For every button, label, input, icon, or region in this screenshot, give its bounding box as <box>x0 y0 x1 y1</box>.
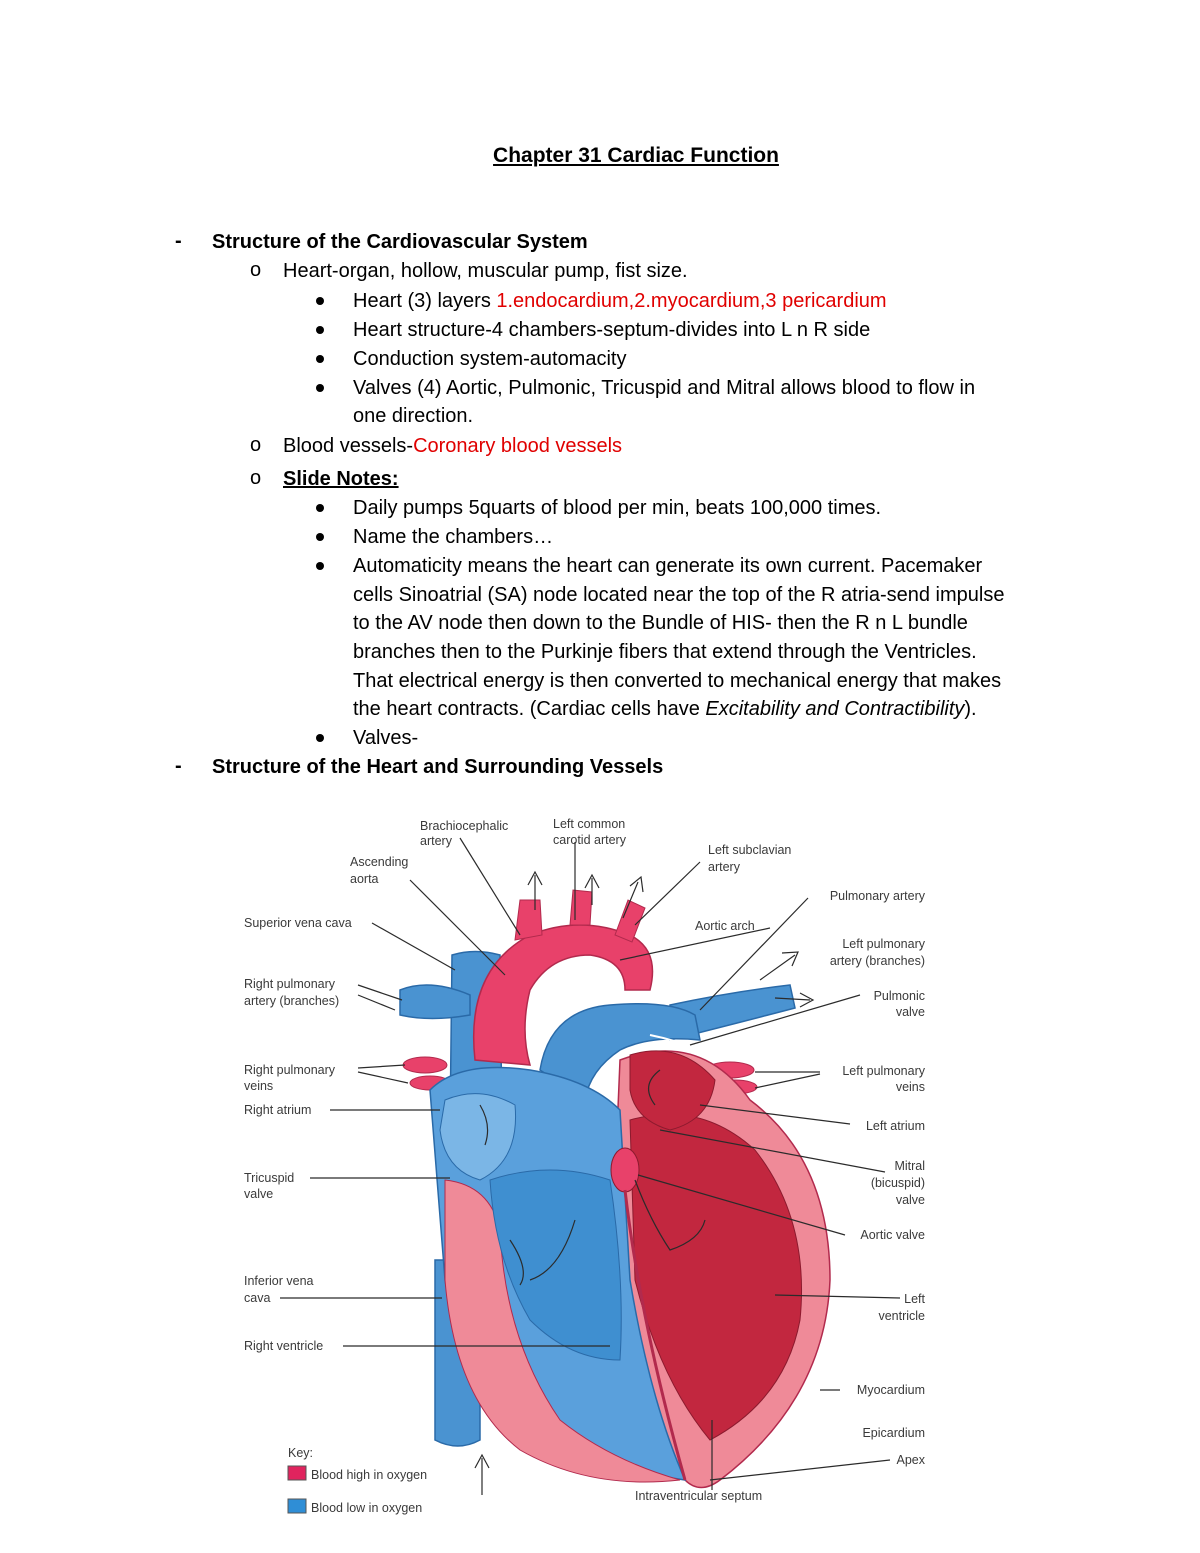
circle-bullet: o <box>250 467 262 489</box>
label-left-subclavian: artery <box>708 860 740 874</box>
coronary-red: Coronary blood vessels <box>413 435 623 457</box>
label-mitral-valve: Mitral <box>894 1159 925 1173</box>
label-right-pulmonary-veins: Right pulmonary <box>244 1063 336 1077</box>
key-high-oxygen: Blood high in oxygen <box>311 1468 428 1482</box>
dash-bullet: - <box>175 755 182 777</box>
bullet-dot <box>316 355 324 363</box>
bullet-dot <box>316 297 324 305</box>
label-right-pulmonary-veins: veins <box>244 1079 274 1093</box>
label-pulmonic-valve: Pulmonic <box>873 989 925 1003</box>
heart-layers-text: Heart (3) layers 1.endocardium,2.myocardium,3 pericardium <box>353 290 887 312</box>
automaticity-line-1: Automaticity means the heart can generate its own current. Pacemaker <box>353 555 983 577</box>
section-heading-cardiovascular: Structure of the Cardiovascular System <box>212 231 588 253</box>
label-apex: Apex <box>896 1453 925 1467</box>
left-common-carotid <box>570 890 592 925</box>
bullet-dot <box>316 326 324 334</box>
label-tricuspid-valve: Tricuspid <box>244 1171 295 1185</box>
label-left-subclavian: Left subclavian <box>708 843 792 857</box>
label-left-pulmonary-artery: Left pulmonary <box>842 937 925 951</box>
label-brachiocephalic: Brachiocephalic <box>420 819 509 833</box>
bullet-dot <box>316 533 324 541</box>
key-low-oxygen: Blood low in oxygen <box>311 1501 423 1515</box>
label-left-ventricle: Left <box>904 1292 925 1306</box>
label-left-pulmonary-veins: veins <box>895 1080 925 1094</box>
label-epicardium: Epicardium <box>862 1426 925 1440</box>
label-myocardium: Myocardium <box>856 1383 925 1397</box>
label-superior-vena-cava: Superior vena cava <box>244 916 352 930</box>
label-right-ventricle: Right ventricle <box>244 1339 324 1353</box>
aortic-valve <box>611 1148 639 1192</box>
heart-organ-text: Heart-organ, hollow, muscular pump, fist size. <box>283 260 688 282</box>
note-chambers: Name the chambers… <box>353 526 554 548</box>
label-intraventricular-septum: Intraventricular septum <box>635 1489 763 1503</box>
circle-bullet: o <box>250 259 262 281</box>
bullet-dot <box>316 562 324 570</box>
label-ascending-aorta: Ascending <box>350 855 409 869</box>
key-label: Key: <box>288 1446 314 1460</box>
label-ascending-aorta: aorta <box>350 872 379 886</box>
label-tricuspid-valve: valve <box>244 1187 274 1201</box>
bullet-dot <box>316 734 324 742</box>
circle-bullet: o <box>250 434 262 456</box>
note-valves: Valves- <box>353 727 419 749</box>
key-swatch-low <box>288 1499 306 1513</box>
section-heading-heart-vessels: Structure of the Heart and Surrounding Vessels <box>212 756 664 778</box>
label-right-atrium: Right atrium <box>244 1103 312 1117</box>
label-brachiocephalic: artery <box>420 834 452 848</box>
dash-bullet: - <box>175 230 182 252</box>
blood-vessels-text: Blood vessels-Coronary blood vessels <box>283 435 623 457</box>
label-left-atrium: Left atrium <box>865 1119 925 1133</box>
right-pulmonary-vein <box>403 1057 447 1073</box>
up-arrow <box>475 1455 489 1495</box>
label-inferior-vena-cava: cava <box>244 1291 271 1305</box>
heart-layers-red: 1.endocardium,2.myocardium,3 pericardium <box>496 290 887 312</box>
automaticity-line-4: branches then to the Purkinje fibers that extend through the Ventricles. <box>353 641 977 663</box>
bullet-dot <box>316 504 324 512</box>
note-daily: Daily pumps 5quarts of blood per min, beats 100,000 times. <box>353 497 882 519</box>
label-left-ventricle: ventricle <box>878 1309 925 1323</box>
label-right-pulmonary-artery: artery (branches) <box>244 994 340 1008</box>
automaticity-line-3: to the AV node then down to the Bundle of HIS- then the R n L bundle <box>353 612 968 634</box>
automaticity-line-2: cells Sinoatrial (SA) node located near the top of the R atria-send impulse <box>353 584 1005 606</box>
label-left-pulmonary-artery: artery (branches) <box>829 954 925 968</box>
automaticity-line-5: That electrical energy is then converted to mechanical energy that makes <box>353 670 1002 692</box>
label-mitral-valve: valve <box>895 1193 925 1207</box>
key-swatch-high <box>288 1466 306 1480</box>
label-pulmonic-valve: valve <box>895 1005 925 1019</box>
bullet-dot <box>316 384 324 392</box>
heart-structure-text: Heart structure-4 chambers-septum-divides into L n R side <box>353 319 871 341</box>
label-pulmonary-artery: Pulmonary artery <box>829 889 925 903</box>
right-arrow <box>760 952 798 980</box>
heart-diagram <box>230 800 950 1530</box>
valves-text-2: one direction. <box>353 405 474 427</box>
label-left-common-carotid: Left common <box>553 817 626 831</box>
label-inferior-vena-cava: Inferior vena <box>244 1274 314 1288</box>
conduction-text: Conduction system-automacity <box>353 348 627 370</box>
label-aortic-arch: Aortic arch <box>695 919 755 933</box>
label-left-pulmonary-veins: Left pulmonary <box>842 1064 925 1078</box>
page-title: Chapter 31 Cardiac Function <box>493 144 779 167</box>
label-left-common-carotid: carotid artery <box>553 833 626 847</box>
label-aortic-valve: Aortic valve <box>860 1228 925 1242</box>
left-subclavian-artery <box>615 900 645 942</box>
slide-notes-heading: Slide Notes: <box>283 468 399 490</box>
label-mitral-valve: (bicuspid) <box>870 1176 925 1190</box>
automaticity-line-6: the heart contracts. (Cardiac cells have Excitability and Contractibility). <box>353 698 977 720</box>
excitability-italic: Excitability and Contractibility <box>705 698 965 720</box>
label-right-pulmonary-artery: Right pulmonary <box>244 977 336 991</box>
valves-text-1: Valves (4) Aortic, Pulmonic, Tricuspid and Mitral allows blood to flow in <box>353 377 976 399</box>
